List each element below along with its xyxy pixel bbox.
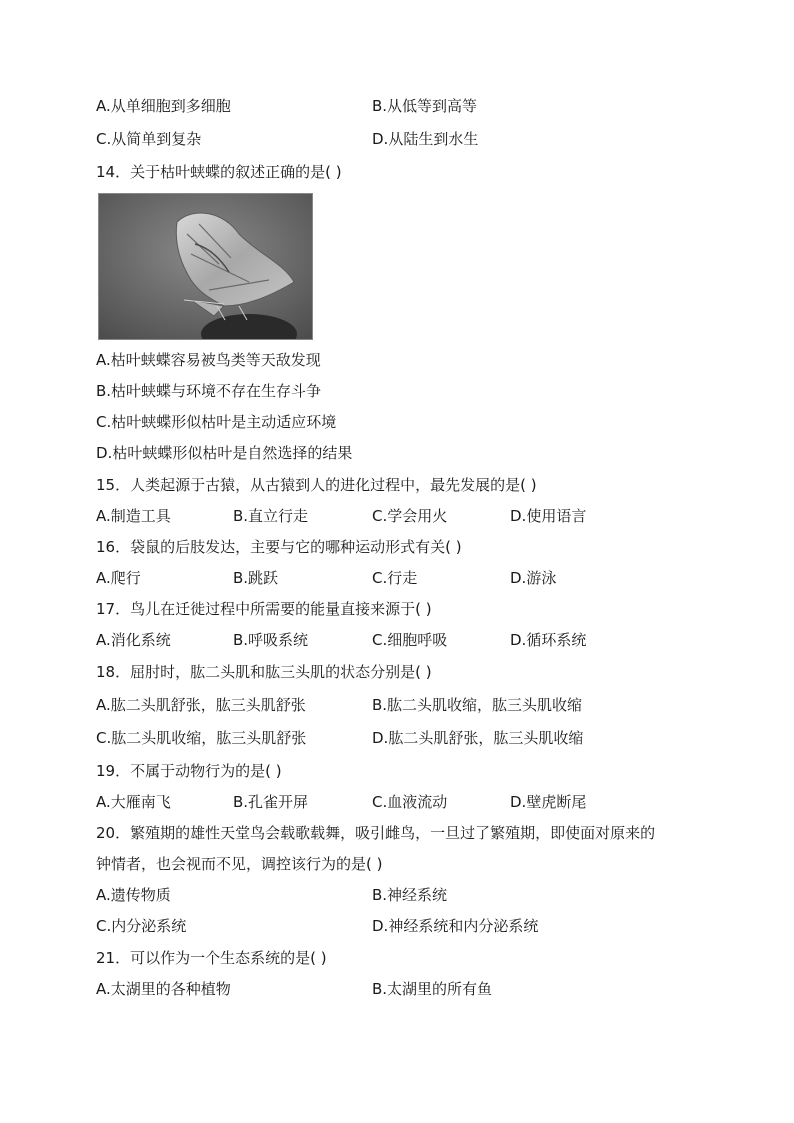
q16-stem: 16．袋鼠的后肢发达，主要与它的哪种运动形式有关( ): [96, 538, 462, 556]
butterfly-photo: [98, 193, 313, 340]
q17-option-c: C.细胞呼吸: [372, 631, 448, 649]
q14-option-a: A.枯叶蛱蝶容易被鸟类等天敌发现: [96, 351, 321, 369]
q15-option-a: A.制造工具: [96, 507, 171, 525]
q18-stem: 18．屈肘时，肱二头肌和肱三头肌的状态分别是( ): [96, 663, 432, 681]
q21-stem: 21．可以作为一个生态系统的是( ): [96, 949, 327, 967]
q15-option-c: C.学会用火: [372, 507, 448, 525]
q19-option-a: A.大雁南飞: [96, 793, 171, 811]
q16-option-d: D.游泳: [510, 569, 557, 587]
q13-option-d: D.从陆生到水生: [372, 130, 479, 148]
q16-option-b: B.跳跃: [233, 569, 279, 587]
q20-stem-line2: 钟情者，也会视而不见，调控该行为的是( ): [96, 855, 383, 873]
q14-stem: 14．关于枯叶蛱蝶的叙述正确的是( ): [96, 163, 342, 181]
q18-option-d: D.肱二头肌舒张，肱三头肌收缩: [372, 729, 584, 747]
q20-stem-line1: 20．繁殖期的雄性天堂鸟会载歌载舞，吸引雌鸟，一旦过了繁殖期，即使面对原来的: [96, 824, 656, 842]
q17-option-d: D.循环系统: [510, 631, 587, 649]
q13-option-c: C.从简单到复杂: [96, 130, 202, 148]
q14-option-b: B.枯叶蛱蝶与环境不存在生存斗争: [96, 382, 322, 400]
q20-option-d: D.神经系统和内分泌系统: [372, 917, 539, 935]
q13-option-b: B.从低等到高等: [372, 97, 478, 115]
q20-option-c: C.内分泌系统: [96, 917, 187, 935]
q18-option-b: B.肱二头肌收缩，肱三头肌收缩: [372, 696, 583, 714]
q17-option-b: B.呼吸系统: [233, 631, 309, 649]
q19-option-c: C.血液流动: [372, 793, 448, 811]
q21-option-a: A.太湖里的各种植物: [96, 980, 231, 998]
q16-option-a: A.爬行: [96, 569, 141, 587]
q15-option-d: D.使用语言: [510, 507, 587, 525]
q18-option-c: C.肱二头肌收缩，肱三头肌舒张: [96, 729, 307, 747]
q19-option-b: B.孔雀开屏: [233, 793, 309, 811]
q21-option-b: B.太湖里的所有鱼: [372, 980, 493, 998]
q13-option-a: A.从单细胞到多细胞: [96, 97, 231, 115]
q19-stem: 19．不属于动物行为的是( ): [96, 762, 282, 780]
q15-option-b: B.直立行走: [233, 507, 309, 525]
q18-option-a: A.肱二头肌舒张，肱三头肌舒张: [96, 696, 306, 714]
q17-stem: 17．鸟儿在迁徙过程中所需要的能量直接来源于( ): [96, 600, 432, 618]
q17-option-a: A.消化系统: [96, 631, 171, 649]
q14-option-c: C.枯叶蛱蝶形似枯叶是主动适应环境: [96, 413, 337, 431]
q16-option-c: C.行走: [372, 569, 418, 587]
q14-option-d: D.枯叶蛱蝶形似枯叶是自然选择的结果: [96, 444, 353, 462]
q19-option-d: D.壁虎断尾: [510, 793, 587, 811]
q15-stem: 15．人类起源于古猿，从古猿到人的进化过程中，最先发展的是( ): [96, 476, 537, 494]
q20-option-b: B.神经系统: [372, 886, 448, 904]
q20-option-a: A.遗传物质: [96, 886, 171, 904]
